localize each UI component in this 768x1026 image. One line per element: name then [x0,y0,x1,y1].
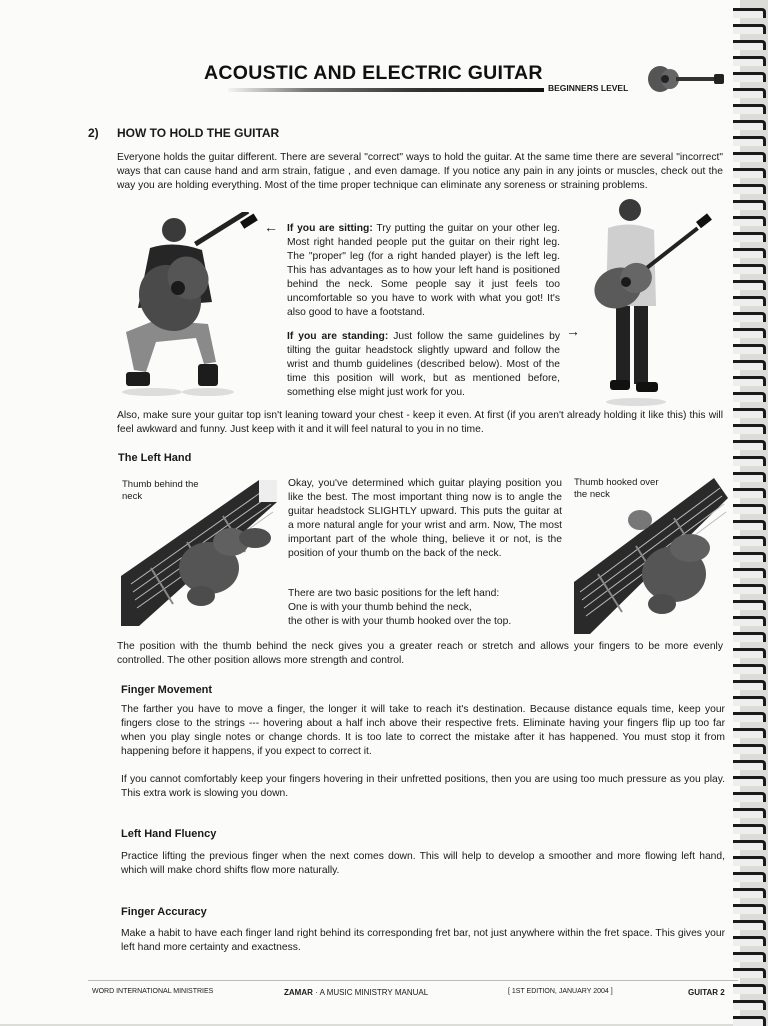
binding-coil [733,952,766,962]
binding-coil [733,904,766,914]
binding-coil [733,808,766,818]
binding-coil [733,72,766,82]
thumb-hooked-photo [574,478,728,634]
binding-coil [733,24,766,34]
binding-coil [733,120,766,130]
binding-coil [733,760,766,770]
spiral-binding [734,0,768,1024]
binding-coil [733,264,766,274]
binding-coil [733,232,766,242]
footer-manual [284,988,428,997]
standing-label: If you are standing: [287,331,389,342]
footer-edition: [ 1ST EDITION, JANUARY 2004 ] [508,988,613,995]
binding-coil [733,968,766,978]
binding-coil [733,856,766,866]
binding-coil [733,168,766,178]
binding-coil [733,408,766,418]
binding-coil [733,296,766,306]
binding-coil [733,440,766,450]
binding-coil [733,936,766,946]
binding-coil [733,152,766,162]
binding-coil [733,104,766,114]
level-label: BEGINNERS LEVEL [548,83,629,93]
binding-coil [733,8,766,18]
binding-coil [733,376,766,386]
binding-coil [733,424,766,434]
binding-coil [733,312,766,322]
binding-coil [733,344,766,354]
finger-movement-heading: Finger Movement [121,684,213,696]
fluency-heading: Left Hand Fluency [121,828,217,840]
binding-coil [733,40,766,50]
binding-coil [733,840,766,850]
thumb-hooked-caption: Thumb hooked over the neck [574,477,659,500]
two-positions-line2: One is with your thumb behind the neck, [288,602,472,613]
section-title: HOW TO HOLD THE GUITAR [117,126,280,140]
sitting-label: If you are sitting: [287,223,373,234]
binding-coil [733,88,766,98]
binding-coil [733,280,766,290]
footer-manual-title: · A MUSIC MINISTRY MANUAL [315,988,429,997]
guitar-logo-icon [646,62,726,96]
standing-player-photo [586,196,714,408]
header-rule [228,88,544,92]
binding-coil [733,1016,766,1026]
binding-coil [733,200,766,210]
binding-coil [733,360,766,370]
thumb-behind-neck-photo [121,480,277,626]
binding-coil [733,568,766,578]
binding-coil [733,216,766,226]
binding-coil [733,248,766,258]
binding-coil [733,792,766,802]
fluency-paragraph: Practice lifting the previous finger when the next comes down. This will help to develop a smoother and more flowing left hand, which will make chord shifts flow more naturally. [121,851,725,876]
accuracy-heading: Finger Accuracy [121,906,207,918]
page-number: GUITAR 2 [688,988,725,997]
arrow-left-icon: ← [264,219,278,235]
binding-coil [733,648,766,658]
binding-coil [733,920,766,930]
accuracy-paragraph: Make a habit to have each finger land right behind its corresponding fret bar, not just anywhere within the fret space. This gives your left hand more certainty and exactness. [121,928,725,953]
binding-coil [733,328,766,338]
binding-coil [733,888,766,898]
binding-coil [733,712,766,722]
binding-coil [733,552,766,562]
binding-coil [733,616,766,626]
section-number: 2) [88,126,99,140]
binding-coil [733,632,766,642]
binding-coil [733,872,766,882]
standing-paragraph [287,330,560,400]
footer-publisher: WORD INTERNATIONAL MINISTRIES [92,988,214,995]
sitting-player-photo [116,212,262,398]
binding-coil [733,184,766,194]
page-title: ACOUSTIC AND ELECTRIC GUITAR [204,62,543,84]
binding-coil [733,696,766,706]
sitting-paragraph [287,222,560,320]
left-hand-paragraph: Okay, you've determined which guitar playing position you like the best. The most important thing now is to angle the guitar headstock SLIGHTLY upward. This puts the guitar at a more natural angle for your wrist and arm. Now, The most important part of the whole thing, believe it or not, is the position of your thumb on the back of the neck. [288,478,562,559]
standing-text: Just follow the same guidelines by tilting the guitar headstock slightly upward and follow the wrist and thumb guidelines (described below). Most of the time this position will work, but as mentioned before, something else might just work for you. [287,331,560,398]
arrow-right-icon: → [566,323,580,339]
two-positions-line1: There are two basic positions for the left hand: [288,588,500,599]
binding-coil [733,56,766,66]
binding-coil [733,456,766,466]
binding-coil [733,776,766,786]
intro-paragraph: Everyone holds the guitar different. There are several "correct" ways to hold the guitar. At the same time there are several "incorrect" ways that can cause hand and arm strain, fatigue , and even damage. If you notice any pain in any joints or muscles, check out the way you are holding everything. Most of the time proper technique can eliminate any soreness or straining problems. [117,152,723,191]
binding-coil [733,728,766,738]
thumb-behind-caption: Thumb behind the neck [122,479,199,502]
binding-coil [733,984,766,994]
two-positions-line3: the other is with your thumb hooked over the top. [288,616,512,627]
finger-movement-paragraph: The farther you have to move a finger, the longer it will take to reach it's destination. Because distance equals time, keep your fingers close to the strings --- hovering about a half inch above their respective frets. Eliminate having your fingers flip up too far when you play single notes or change chords. It is too late to correct the mistake after it has happened. You must stop it from happening before it happens, if you expect to correct it. [121,704,725,757]
binding-coil [733,472,766,482]
binding-coil [733,1000,766,1010]
binding-coil [733,600,766,610]
two-positions-paragraph [288,587,562,629]
reach-paragraph: The position with the thumb behind the neck gives you a greater reach or stretch and allows your fingers to be more evenly controlled. The other position allows more strength and control. [117,641,723,666]
pressure-paragraph: If you cannot comfortably keep your fingers hovering in their unfretted positions, then you are using too much pressure as you play. This extra work is slowing you down. [121,774,725,799]
binding-coil [733,664,766,674]
left-hand-heading: The Left Hand [118,452,192,464]
binding-coil [733,584,766,594]
binding-coil [733,392,766,402]
footer-rule [88,980,738,981]
binding-coil [733,520,766,530]
footer-brand: ZAMAR [284,988,313,997]
sitting-text: Try putting the guitar on your other leg. Most right handed people put the guitar on their right leg. The "proper" leg (for a right handed player) is the left leg. This has advantages as to how your left hand is positioned behind the neck. Some people say it just feels too uncomfortable so you have to work with what you got! It's also good to have a footstand. [287,223,560,318]
binding-coil [733,824,766,834]
binding-coil [733,136,766,146]
binding-coil [733,504,766,514]
binding-coil [733,680,766,690]
binding-coil [733,744,766,754]
binding-coil [733,536,766,546]
binding-coil [733,488,766,498]
guitar-top-paragraph: Also, make sure your guitar top isn't leaning toward your chest - keep it even. At first (if you aren't already holding it like this) this will feel awkward and funny. Just keep with it and it will feel natural to you in no time. [117,410,723,435]
